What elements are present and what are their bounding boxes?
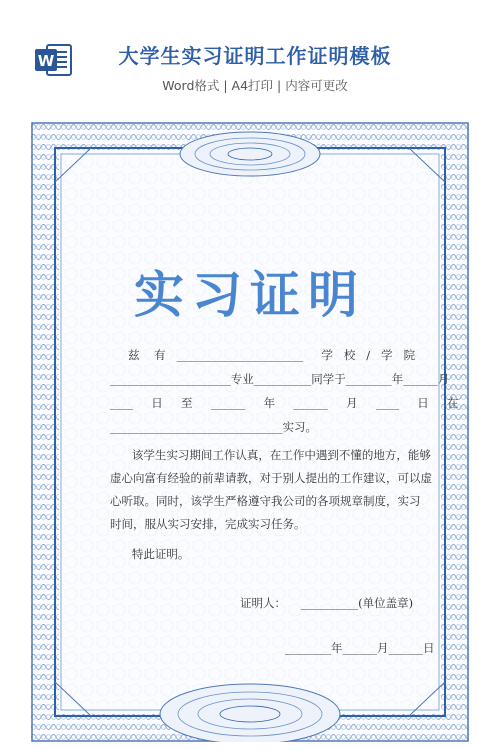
top-rosette xyxy=(180,132,320,176)
svg-text:W: W xyxy=(37,52,55,70)
body-line-3: ____ 日 至 ______ 年 ______ 月 ____ 日 在 xyxy=(110,396,459,410)
word-document-icon xyxy=(33,40,73,80)
page-title: 大学生实习证明工作证明模板 xyxy=(118,44,392,68)
body-line-4: ______________________________实习。 xyxy=(110,420,317,434)
body-paragraph-line-4: 时间，服从实习安排，完成实习任务。 xyxy=(110,517,306,531)
bottom-rosette xyxy=(160,684,340,742)
body-paragraph-line-3: 心听取。同时，该学生严格遵守我公司的各项规章制度，实习 xyxy=(110,494,421,508)
header xyxy=(0,0,500,118)
certifier-line: 证明人： __________(单位盖章) xyxy=(240,596,414,610)
date-line: ________年______月______日 xyxy=(285,641,435,655)
body-line-2: _____________________专业__________同学于________年______月 xyxy=(110,372,450,386)
body-paragraph-line-1: 该学生实习期间工作认真，在工作中遇到不懂的地方，能够 xyxy=(110,448,431,462)
page-subtitle: Word格式 | A4打印 | 内容可更改 xyxy=(162,78,348,93)
closing-text: 特此证明。 xyxy=(110,547,190,561)
body-line-1: 兹 有 ______________________ 学 校 / 学 院 xyxy=(128,348,416,362)
certificate-title: 实习证明 xyxy=(134,265,366,324)
body-paragraph-line-2: 虚心向富有经验的前辈请教，对于别人提出的工作建议，可以虚 xyxy=(110,471,432,485)
